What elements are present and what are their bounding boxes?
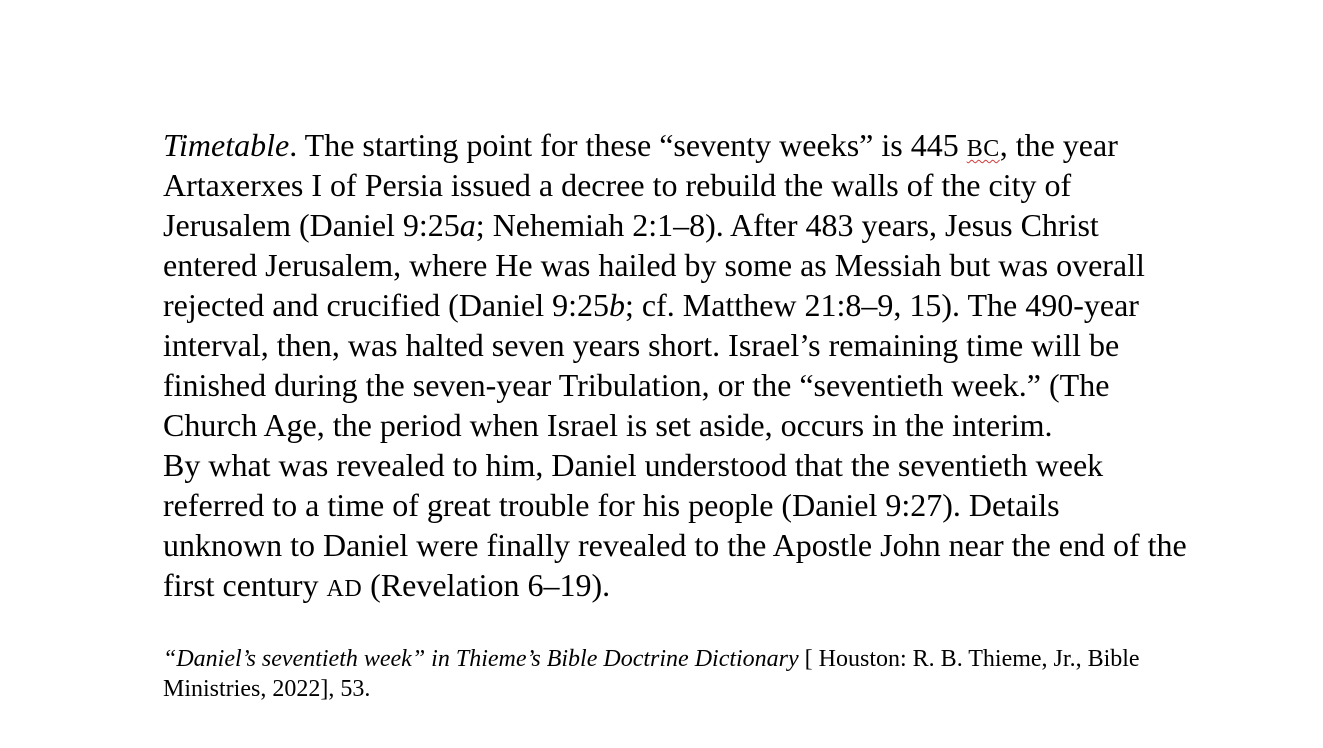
text-run: ; cf. Matthew 21:8–9, 15). The 490-year bbox=[625, 287, 1139, 323]
text-run: Jerusalem (Daniel 9:25 bbox=[163, 207, 460, 243]
text-run: rejected and crucified (Daniel 9:25 bbox=[163, 287, 609, 323]
text-line bbox=[163, 365, 1243, 405]
text-run: first century bbox=[163, 567, 327, 603]
text-run: ; Nehemiah 2:1–8). After 483 years, Jesus Christ bbox=[475, 207, 1099, 243]
text-line bbox=[163, 485, 1243, 525]
text-run: , the year bbox=[999, 127, 1118, 163]
text-line bbox=[163, 285, 1243, 325]
citation-line bbox=[163, 674, 1243, 704]
text-line bbox=[163, 565, 1243, 605]
italic-text: Timetable bbox=[163, 127, 290, 163]
citation bbox=[163, 644, 1243, 704]
era-abbreviation: AD bbox=[326, 576, 363, 602]
text-run: . The starting point for these “seventy weeks” is 445 bbox=[289, 127, 967, 163]
text-line bbox=[163, 325, 1243, 365]
text-line bbox=[163, 165, 1243, 205]
text-run: By what was revealed to him, Daniel understood that the seventieth week bbox=[163, 447, 1104, 483]
era-abbreviation-spellcheck: BC bbox=[966, 136, 1000, 162]
text-run: Ministries, 2022], 53. bbox=[163, 676, 371, 702]
italic-text: b bbox=[609, 287, 625, 323]
text-line bbox=[163, 405, 1243, 445]
body-text bbox=[163, 125, 1243, 605]
text-run: unknown to Daniel were finally revealed to the Apostle John near the end of the bbox=[163, 527, 1187, 563]
text-line bbox=[163, 245, 1243, 285]
paragraph bbox=[163, 445, 1243, 605]
italic-text: a bbox=[459, 207, 476, 243]
paragraph bbox=[163, 125, 1243, 445]
italic-text: “Daniel’s seventieth week” in Thieme’s Bible Doctrine Dictionary bbox=[163, 646, 799, 672]
text-line bbox=[163, 125, 1243, 165]
text-run: Artaxerxes I of Persia issued a decree to rebuild the walls of the city of bbox=[163, 167, 1072, 203]
text-run: (Revelation 6–19). bbox=[362, 567, 611, 603]
citation-line bbox=[163, 644, 1243, 674]
text-run: [ Houston: R. B. Thieme, Jr., Bible bbox=[798, 646, 1140, 672]
text-line bbox=[163, 205, 1243, 245]
text-run: referred to a time of great trouble for his people (Daniel 9:27). Details bbox=[163, 487, 1060, 523]
text-run: Church Age, the period when Israel is set aside, occurs in the interim. bbox=[163, 407, 1053, 443]
text-run: interval, then, was halted seven years short. Israel’s remaining time will be bbox=[163, 327, 1120, 363]
text-line bbox=[163, 525, 1243, 565]
text-run: entered Jerusalem, where He was hailed by some as Messiah but was overall bbox=[163, 247, 1145, 283]
text-run: finished during the seven-year Tribulation, or the “seventieth week.” (The bbox=[163, 367, 1110, 403]
text-line bbox=[163, 445, 1243, 485]
